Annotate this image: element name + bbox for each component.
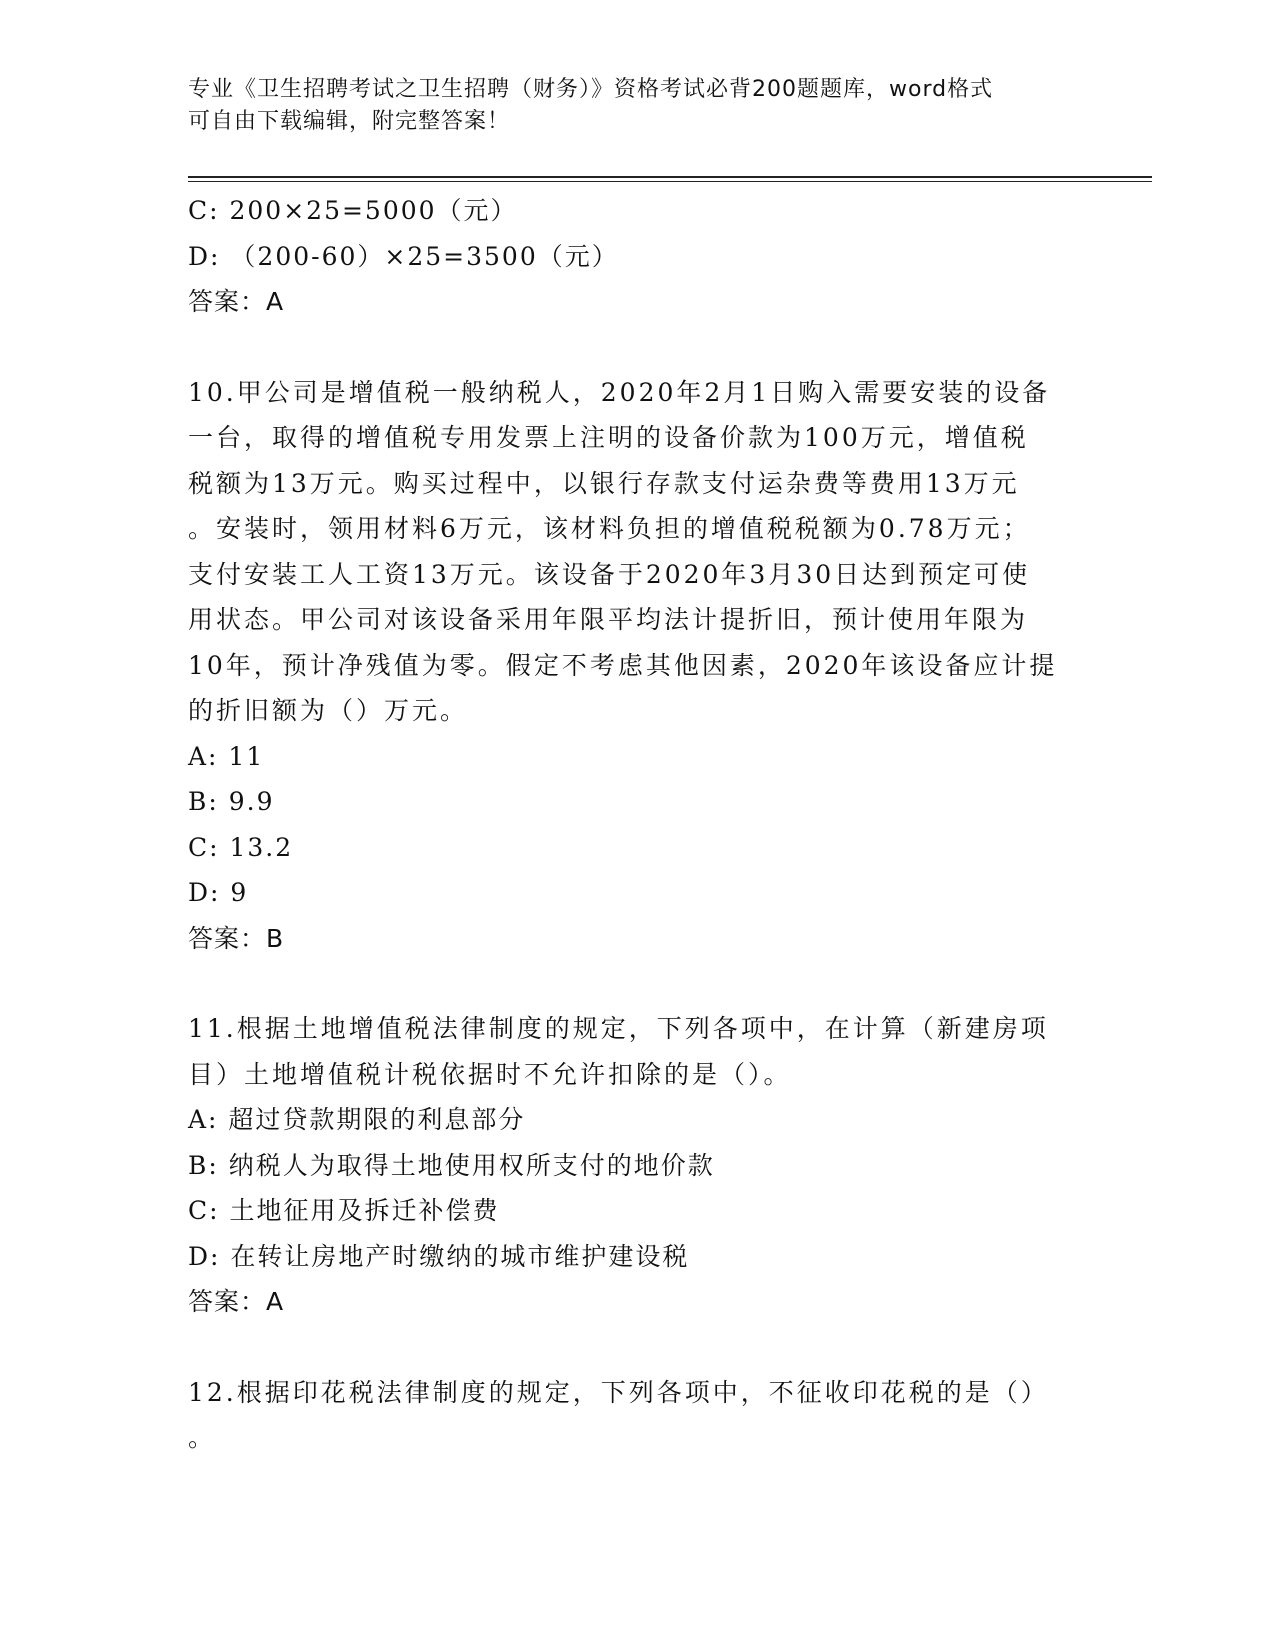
header-divider — [188, 176, 1152, 182]
question-line: 。 — [188, 1423, 217, 1452]
question-line: 一台，取得的增值税专用发票上注明的设备价款为100万元，增值税 — [188, 423, 1029, 452]
option-b: B: 9.9 — [188, 787, 275, 816]
option-a: A: 11 — [188, 741, 265, 771]
document-body — [188, 188, 1088, 1461]
question-line: 目）土地增值税计税依据时不允许扣除的是（）。 — [188, 1059, 792, 1089]
question-line: 12.根据印花税法律制度的规定，下列各项中，不征收印花税的是（） — [188, 1377, 1049, 1407]
question-10 — [188, 370, 1088, 962]
question-line: 。安装时，领用材料6万元，该材料负担的增值税税额为0.78万元； — [188, 514, 1031, 543]
question-line: 10年，预计净残值为零。假定不考虑其他因素，2020年该设备应计提 — [188, 650, 1058, 680]
question-line: 用状态。甲公司对该设备采用年限平均法计提折旧，预计使用年限为 — [188, 605, 1029, 634]
question-line: 的折旧额为（）万元。 — [188, 696, 469, 725]
spacer — [188, 961, 1088, 1006]
option-c: C: 13.2 — [188, 832, 294, 862]
header-title-line-1: 专业《卫生招聘考试之卫生招聘（财务）》资格考试必背200题题库，word格式 — [188, 77, 994, 102]
question-line: 支付安装工人工资13万元。该设备于2020年3月30日达到预定可使 — [188, 559, 1031, 589]
option-d: D: 9 — [188, 878, 249, 907]
option-b: B: 纳税人为取得土地使用权所支付的地价款 — [188, 1150, 715, 1180]
answer-line: 答案：A — [188, 287, 285, 316]
question-text — [188, 1370, 1088, 1461]
answer-line: 答案：B — [188, 923, 285, 953]
option-c: C: 200×25=5000（元） — [188, 196, 518, 225]
header-title-line-2: 可自由下载编辑，附完整答案！ — [188, 109, 511, 134]
question-line: 10.甲公司是增值税一般纳税人，2020年2月1日购入需要安装的设备 — [188, 377, 1051, 407]
spacer — [188, 325, 1088, 370]
answer-line: 答案：A — [188, 1287, 285, 1316]
question-text — [188, 1006, 1088, 1097]
page-header — [188, 74, 1088, 138]
spacer — [188, 1325, 1088, 1370]
question-11 — [188, 1006, 1088, 1325]
prev-question-tail — [188, 188, 1088, 325]
option-a: A: 超过贷款期限的利息部分 — [188, 1105, 526, 1134]
question-line: 税额为13万元。购买过程中，以银行存款支付运杂费等费用13万元 — [188, 468, 1020, 498]
option-d: D: （200-60）×25=3500（元） — [188, 241, 619, 271]
option-c: C: 土地征用及拆迁补偿费 — [188, 1196, 500, 1225]
option-d: D: 在转让房地产时缴纳的城市维护建设税 — [188, 1241, 690, 1271]
question-12 — [188, 1370, 1088, 1461]
question-line: 11.根据土地增值税法律制度的规定，下列各项中，在计算（新建房项 — [188, 1014, 1049, 1043]
question-text — [188, 370, 1088, 734]
